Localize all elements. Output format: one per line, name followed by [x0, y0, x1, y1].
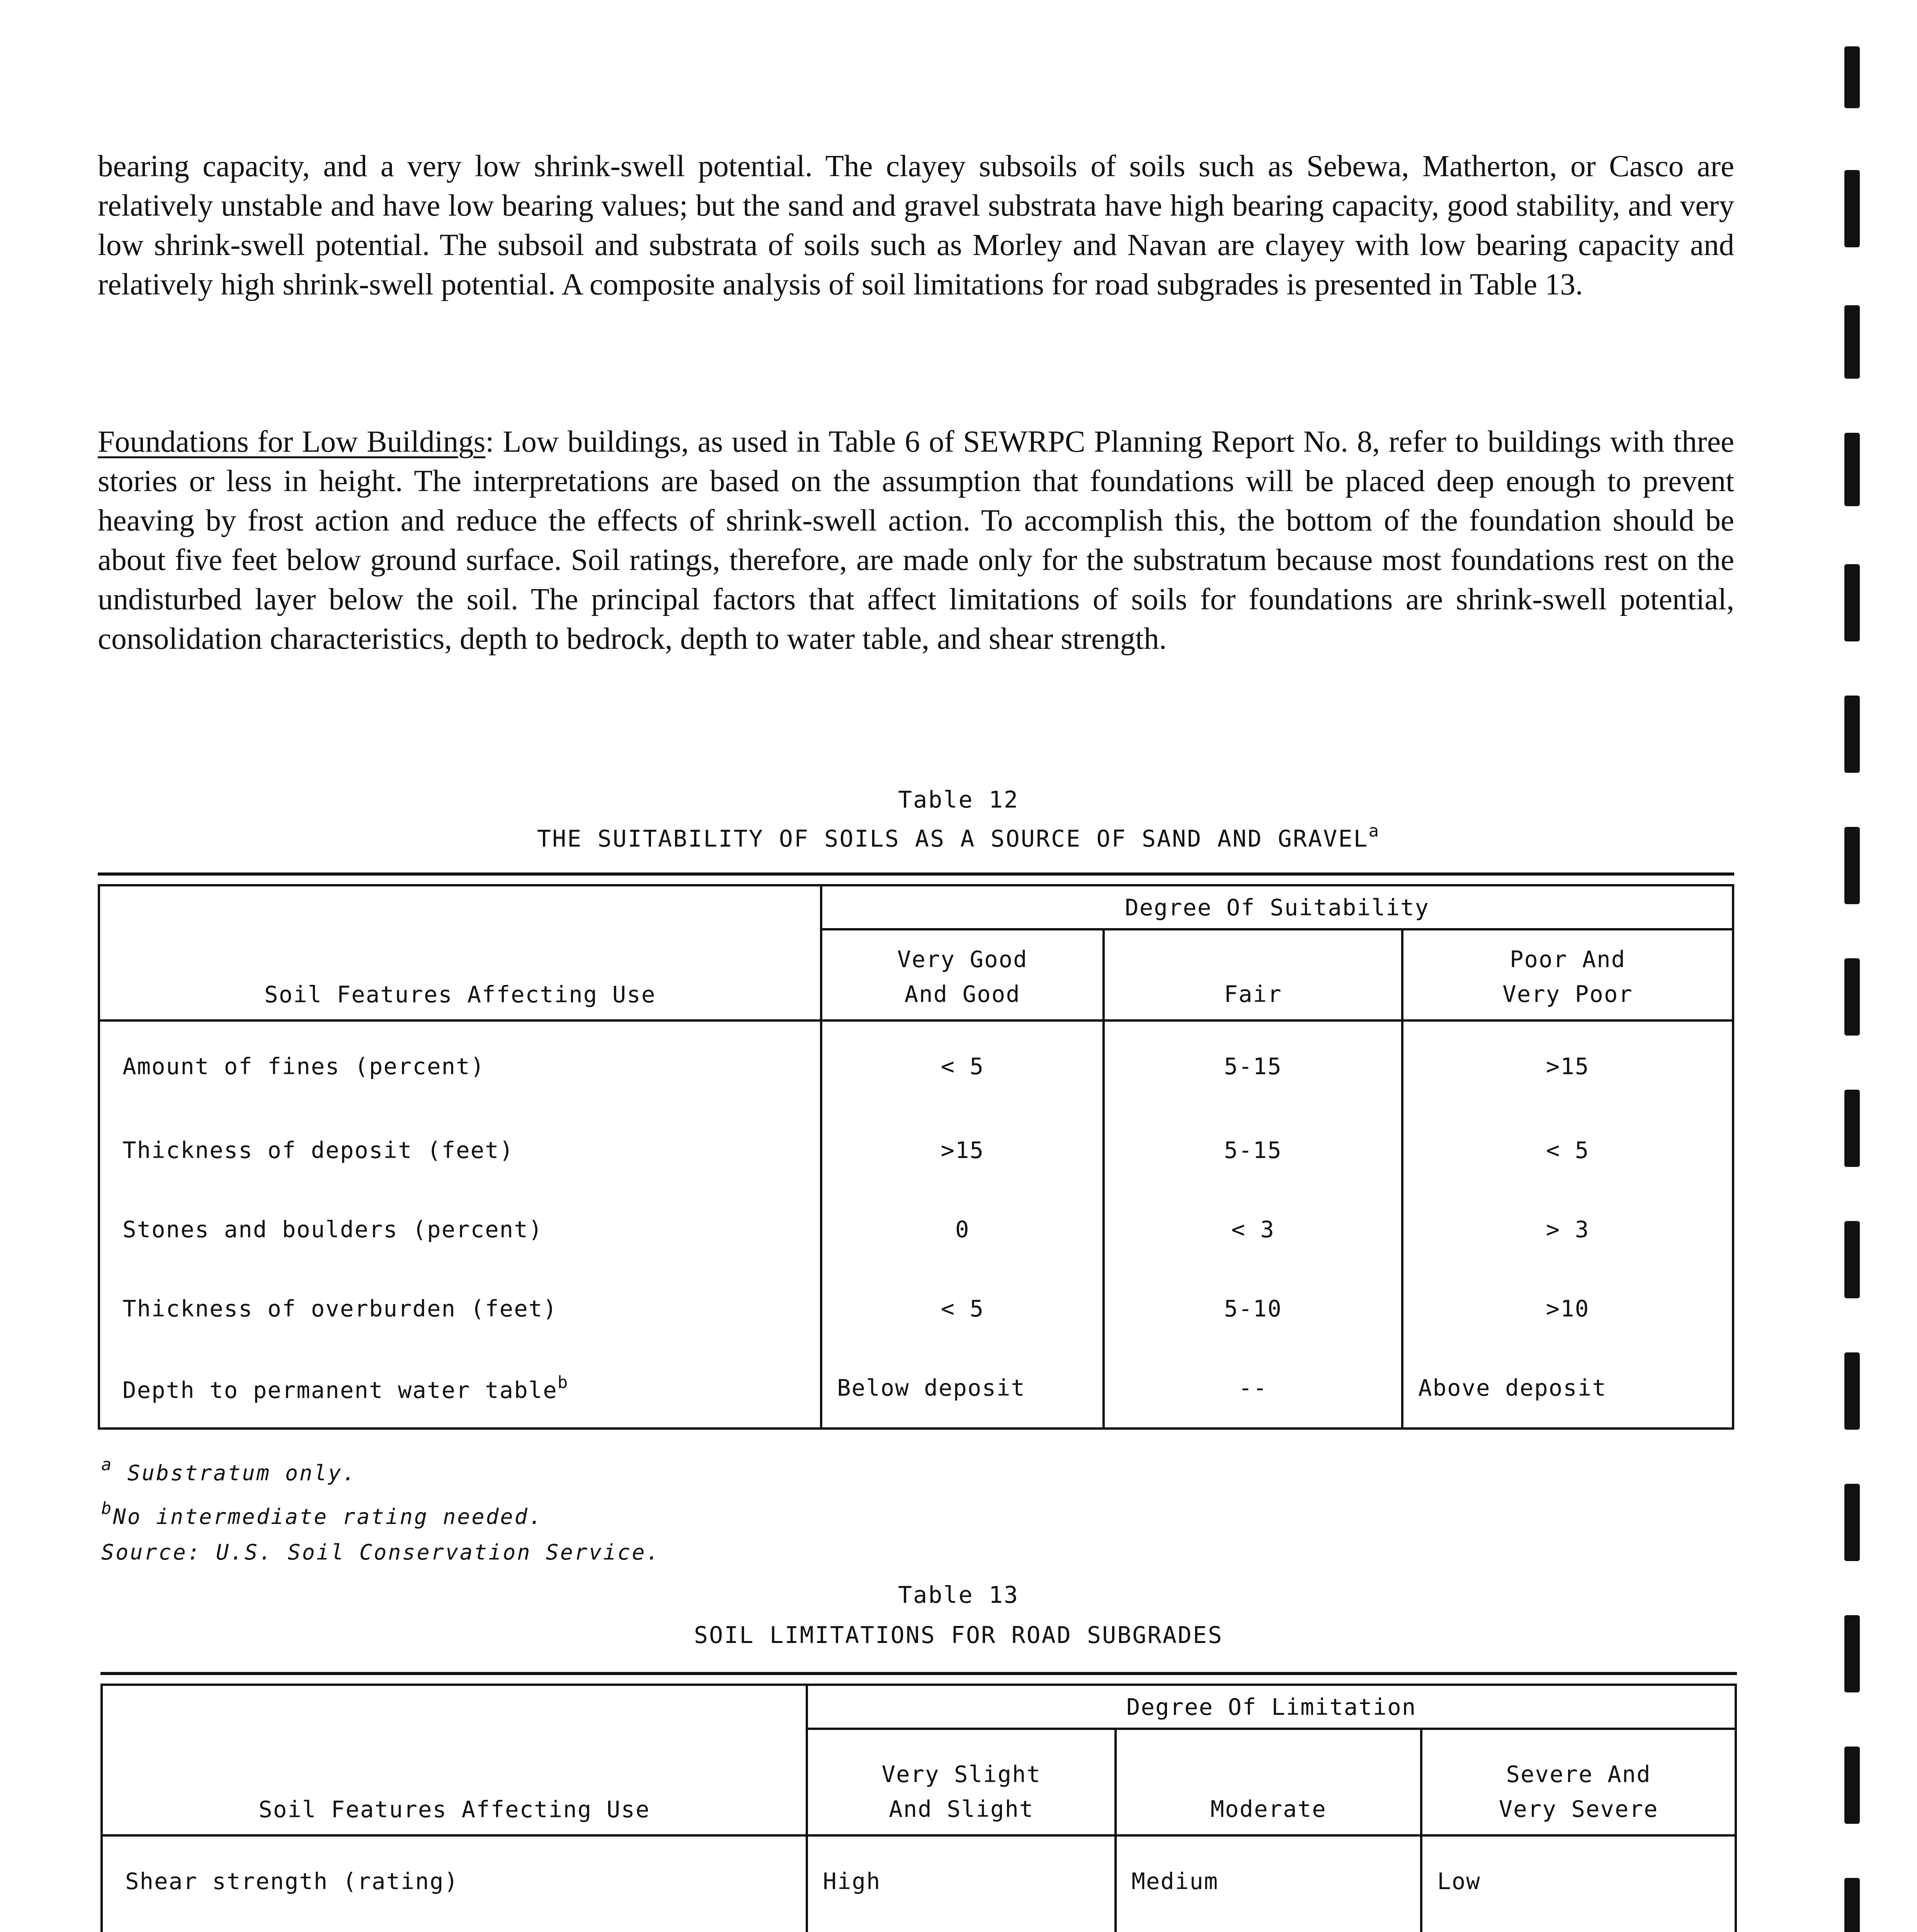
table-row: [102, 1925, 1736, 1932]
table-13-row2-c3: [1421, 1925, 1736, 1932]
table-12-row5-c2: --: [1104, 1348, 1402, 1429]
table-12-row2-feature: Thickness of deposit (feet): [99, 1111, 821, 1190]
table-12-col3-header: [1402, 929, 1733, 1020]
table-13-row1-c1: High: [807, 1835, 1116, 1925]
table-12-footnote-b: [101, 1498, 543, 1529]
table-13-row1-feature: Shear strength (rating): [102, 1835, 807, 1925]
table-13: [100, 1684, 1737, 1932]
table-13-group-header: Degree Of Limitation: [807, 1685, 1736, 1729]
binding-mark: [1844, 1747, 1860, 1824]
table-12-row3-feature: Stones and boulders (percent): [99, 1190, 821, 1269]
table-12-row2-c2: 5-15: [1104, 1111, 1402, 1190]
table-12-row5-feature-text: Depth to permanent water table: [122, 1376, 558, 1403]
table-12-col1-line2: And Good: [904, 981, 1021, 1007]
table-12-row2-c1: >15: [821, 1111, 1104, 1190]
binding-mark: [1844, 564, 1860, 641]
table-13-row2-c1: [807, 1925, 1116, 1932]
table-12-row4-c3: >10: [1402, 1269, 1733, 1348]
table-12-footnote-a: [101, 1455, 357, 1485]
footnote-a-mark: a: [101, 1455, 113, 1475]
table-row: [99, 1348, 1733, 1429]
binding-mark: [1844, 1484, 1860, 1561]
table-12-col1-header: [821, 929, 1104, 1020]
footnote-b-mark: b: [101, 1498, 113, 1518]
table-13-col3-line1: Severe And: [1506, 1761, 1651, 1787]
binding-mark: [1844, 1615, 1860, 1692]
table-12-title-footnote-mark: a: [1368, 821, 1380, 841]
paragraph-foundations: [98, 422, 1734, 659]
section-heading-foundations: Foundations for Low Buildings: [98, 425, 486, 459]
table-13-col1-line2: And Slight: [889, 1796, 1034, 1822]
table-12-row1-c1: < 5: [821, 1020, 1104, 1111]
binding-mark: [1844, 958, 1860, 1036]
table-12-row5-feature: [99, 1348, 821, 1429]
binding-mark: [1844, 1878, 1860, 1932]
table-row: [99, 1269, 1733, 1348]
table-12-col2-header: Fair: [1104, 929, 1402, 1020]
table-12-row1-c3: >15: [1402, 1020, 1733, 1111]
table-13-col3-header: [1421, 1729, 1736, 1835]
table-13-row1-c2: Medium: [1116, 1835, 1421, 1925]
table-13-top-rule: [100, 1672, 1737, 1675]
table-13-row1-c3: Low: [1421, 1835, 1736, 1925]
table-12-row3-c1: 0: [821, 1190, 1104, 1269]
table-row: [102, 1835, 1736, 1925]
table-12-row2-c3: < 5: [1402, 1111, 1733, 1190]
table-12-row4-c1: < 5: [821, 1269, 1104, 1348]
binding-mark: [1844, 305, 1860, 379]
table-12-row3-c3: > 3: [1402, 1190, 1733, 1269]
table-12-row4-feature: Thickness of overburden (feet): [99, 1269, 821, 1348]
paragraph-road-subgrades: bearing capacity, and a very low shrink-swell potential. The clayey subsoils of soils such as Sebewa, Matherton, or Casco are relatively unstable and have low bearing values; but the sand and gravel substrata have high bearing capacity, good stability, and very low shrink-swell potential. The subsoil and substrata of soils such as Morley and Navan are clayey with low bearing capacity and relatively high shrink-swell potential. A composite analysis of soil limitations for road subgrades is presented in Table 13.: [98, 150, 1734, 301]
table-13-col2-header: Moderate: [1116, 1729, 1421, 1835]
binding-mark: [1844, 46, 1860, 108]
table-12-tag: Table 12: [898, 786, 1019, 813]
table-12-row3-c2: < 3: [1104, 1190, 1402, 1269]
table-12-row5-footnote-mark: b: [557, 1372, 569, 1392]
table-12-col3-line1: Poor And: [1509, 946, 1626, 973]
table-13-tag: Table 13: [898, 1582, 1019, 1609]
table-12-col3-line2: Very Poor: [1502, 981, 1633, 1007]
table-row: [99, 1111, 1733, 1190]
table-12-row1-feature: Amount of fines (percent): [99, 1020, 821, 1111]
table-12-group-header: Degree Of Suitability: [821, 885, 1733, 929]
table-row: [99, 1190, 1733, 1269]
table-12-title: [0, 821, 1917, 852]
table-12-feature-header: Soil Features Affecting Use: [99, 885, 821, 1020]
footnote-a-text: Substratum only.: [127, 1461, 357, 1485]
table-12-title-text: THE SUITABILITY OF SOILS AS A SOURCE OF SAND AND GRAVEL: [537, 825, 1369, 852]
binding-mark: [1844, 696, 1860, 773]
table-13-row2-c2: [1116, 1925, 1421, 1932]
binding-mark: [1844, 1221, 1860, 1298]
binding-mark: [1844, 1090, 1860, 1167]
table-12-row4-c2: 5-10: [1104, 1269, 1402, 1348]
table-12-row5-c1: Below deposit: [821, 1348, 1104, 1429]
table-13-feature-header: Soil Features Affecting Use: [102, 1685, 807, 1835]
table-13-col3-line2: Very Severe: [1499, 1796, 1658, 1822]
table-12-row5-c3: Above deposit: [1402, 1348, 1733, 1429]
table-12-top-rule: [98, 872, 1734, 876]
binding-mark: [1844, 170, 1860, 247]
binding-mark: [1844, 827, 1860, 904]
table-13-col1-line1: Very Slight: [881, 1761, 1041, 1787]
table-13-row2-feature: [102, 1925, 807, 1932]
table-row: [99, 1020, 1733, 1111]
table-12-source: Source: U.S. Soil Conservation Service.: [101, 1540, 661, 1565]
table-13-col1-header: [807, 1729, 1116, 1835]
table-12-col1-line1: Very Good: [897, 946, 1028, 973]
table-12: [98, 884, 1734, 1430]
binding-mark: [1844, 433, 1860, 506]
table-12-row1-c2: 5-15: [1104, 1020, 1402, 1111]
paragraph-foundations-body: : Low buildings, as used in Table 6 of SEWRPC Planning Report No. 8, refer to buildings with three stories or less in height. The interpretations are based on the assumption that foundations will be placed deep enough to prevent heaving by frost action and reduce the effects of shrink-swell action. To accomplish this, the bottom of the foundation should be about five feet below ground surface. Soil ratings, therefore, are made only for the substratum because most foundations rest on the undisturbed layer below the soil. The principal factors that affect limitations of soils for foundations are shrink-swell potential, consolidation characteristics, depth to bedrock, depth to water table, and shear strength.: [98, 425, 1734, 656]
table-13-title: SOIL LIMITATIONS FOR ROAD SUBGRADES: [694, 1622, 1223, 1649]
footnote-b-text: No intermediate rating needed.: [113, 1504, 543, 1529]
binding-mark: [1844, 1352, 1860, 1430]
